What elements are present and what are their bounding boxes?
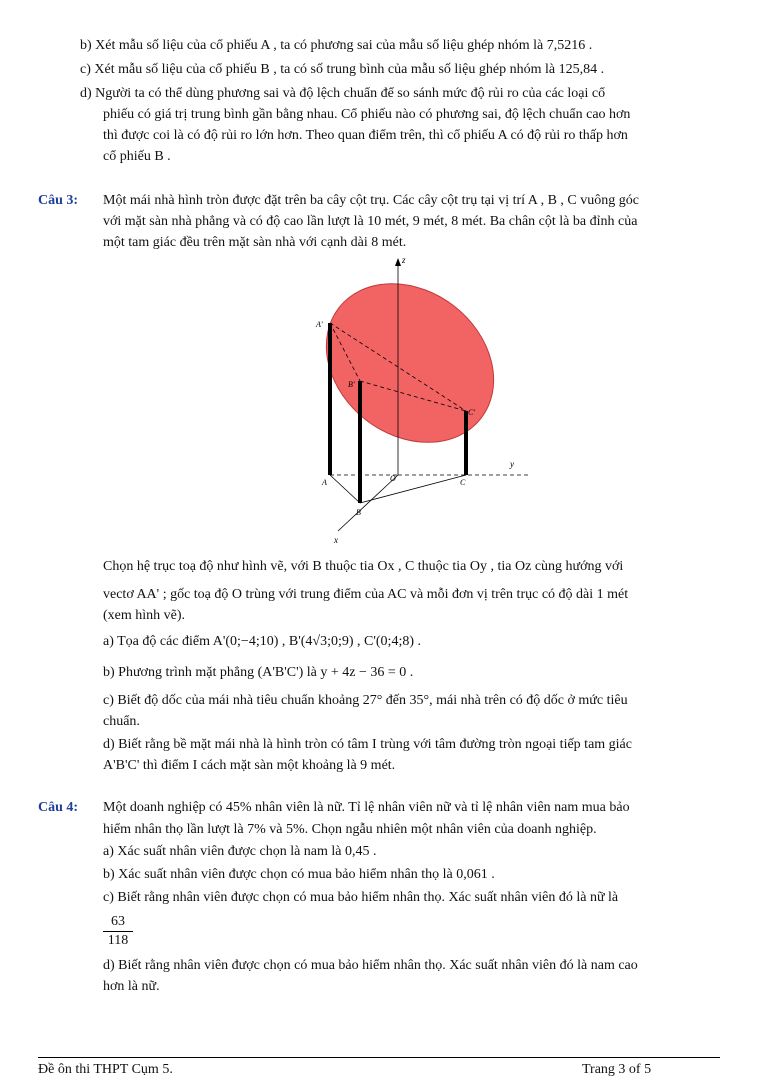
svg-text:B': B' xyxy=(348,380,355,389)
q2-option-d-line1: d) Người ta có thể dùng phương sai và độ lệch chuẩn để so sánh mức độ rủi ro của các loại cổ xyxy=(80,86,606,101)
question-4-label: Câu 4: xyxy=(38,800,79,815)
q2-option-b: b) Xét mẫu số liệu của cổ phiếu A , ta có phương sai của mẫu số liệu ghép nhóm là 7,5216 . xyxy=(80,38,593,53)
q2-option-c: c) Xét mẫu số liệu của cổ phiếu B , ta có số trung bình của mẫu số liệu ghép nhóm là 125,84 . xyxy=(80,62,605,77)
q4-option-c: c) Biết rằng nhân viên được chọn có mua bảo hiểm nhân thọ. Xác suất nhân viên đó là nữ là xyxy=(103,890,619,905)
svg-text:C': C' xyxy=(468,408,476,417)
svg-text:C: C xyxy=(460,478,466,487)
svg-text:B: B xyxy=(356,508,361,517)
q3-setup-line1: Chọn hệ trục toạ độ như hình vẽ, với B thuộc tia Ox , C thuộc tia Oy , tia Oz cùng hướng với xyxy=(103,559,624,574)
column-a xyxy=(328,323,332,475)
svg-text:z: z xyxy=(402,255,406,265)
q3-stem-line2: với mặt sàn nhà phẳng và có độ cao lần lượt là 10 mét, 9 mét, 8 mét. Ba chân cột là ba đỉnh của xyxy=(103,214,638,229)
q2-option-d-line4: cổ phiếu B . xyxy=(103,149,171,164)
q2-option-d-line3: thì được coi là có độ rủi ro lớn hơn. Theo quan điểm trên, thì cổ phiếu A có độ rủi ro thấp hơn xyxy=(103,128,628,143)
q2-option-d-line2: phiếu có giá trị trung bình gần bằng nhau. Cổ phiếu nào có phương sai, độ lệch chuẩn cao hơn xyxy=(103,107,631,122)
question-3-label: Câu 3: xyxy=(38,193,79,208)
q3-option-c-line1: c) Biết độ dốc của mái nhà tiêu chuẩn khoảng 27° đến 35°, mái nhà trên có độ dốc ở mức tiêu xyxy=(103,693,628,708)
q4-option-a: a) Xác suất nhân viên được chọn là nam là 0,45 . xyxy=(103,844,377,859)
q3-stem-line1: Một mái nhà hình tròn được đặt trên ba cây cột trụ. Các cây cột trụ tại vị trí A , B , C vuông góc xyxy=(103,193,639,208)
roof-figure xyxy=(310,253,540,543)
svg-text:O: O xyxy=(390,474,396,483)
q4-option-d-line1: d) Biết rằng nhân viên được chọn có mua bảo hiểm nhân thọ. Xác suất nhân viên đó là nam cao xyxy=(103,958,638,973)
q3-option-d-line1: d) Biết rằng bề mặt mái nhà là hình tròn có tâm I trùng với tâm đường tròn ngoại tiếp tam giác xyxy=(103,737,632,752)
q4-option-b: b) Xác suất nhân viên được chọn có mua bảo hiểm nhân thọ là 0,061 . xyxy=(103,867,495,882)
column-c xyxy=(464,411,468,475)
footer-right: Trang 3 of 5 xyxy=(582,1062,652,1077)
svg-text:A': A' xyxy=(316,320,323,329)
q3-option-d-line2: A'B'C' thì điểm I cách mặt sàn một khoảng là 9 mét. xyxy=(103,758,396,773)
footer-left: Đề ôn thi THPT Cụm 5. xyxy=(38,1062,173,1077)
q4-option-d-line2: hơn là nữ. xyxy=(103,979,160,994)
svg-text:x: x xyxy=(334,535,338,543)
roof-disc xyxy=(310,253,525,475)
svg-text:A: A xyxy=(322,478,327,487)
q3-option-b: b) Phương trình mặt phẳng (A'B'C') là y + 4z − 36 = 0 . xyxy=(103,665,414,680)
q4-stem-line1: Một doanh nghiệp có 45% nhân viên là nữ. Tỉ lệ nhân viên nữ và tỉ lệ nhân viên nam mua bảo xyxy=(103,800,630,815)
x-axis xyxy=(338,475,398,531)
column-b xyxy=(358,381,362,503)
q3-setup-line2: vectơ AA' ; gốc toạ độ O trùng với trung điểm của AC và mỗi đơn vị trên trục có độ dài 1 mét xyxy=(103,587,629,602)
q3-setup-line3: (xem hình vẽ). xyxy=(103,608,186,623)
q3-stem-line3: một tam giác đều trên mặt sàn nhà với cạnh dài 8 mét. xyxy=(103,235,407,250)
q4-stem-line2: hiểm nhân thọ lần lượt là 7% và 5%. Chọn ngẫu nhiên một nhân viên của doanh nghiệp. xyxy=(103,822,597,837)
q3-option-c-line2: chuẩn. xyxy=(103,714,140,729)
q3-option-a: a) Tọa độ các điểm A'(0;−4;10) , B'(4√3;0;9) , C'(0;4;8) . xyxy=(103,634,421,649)
q4-option-c-fraction: $\frac{63}{118}$ xyxy=(103,913,133,950)
footer-rule xyxy=(38,1057,720,1058)
svg-text:y: y xyxy=(510,459,514,469)
